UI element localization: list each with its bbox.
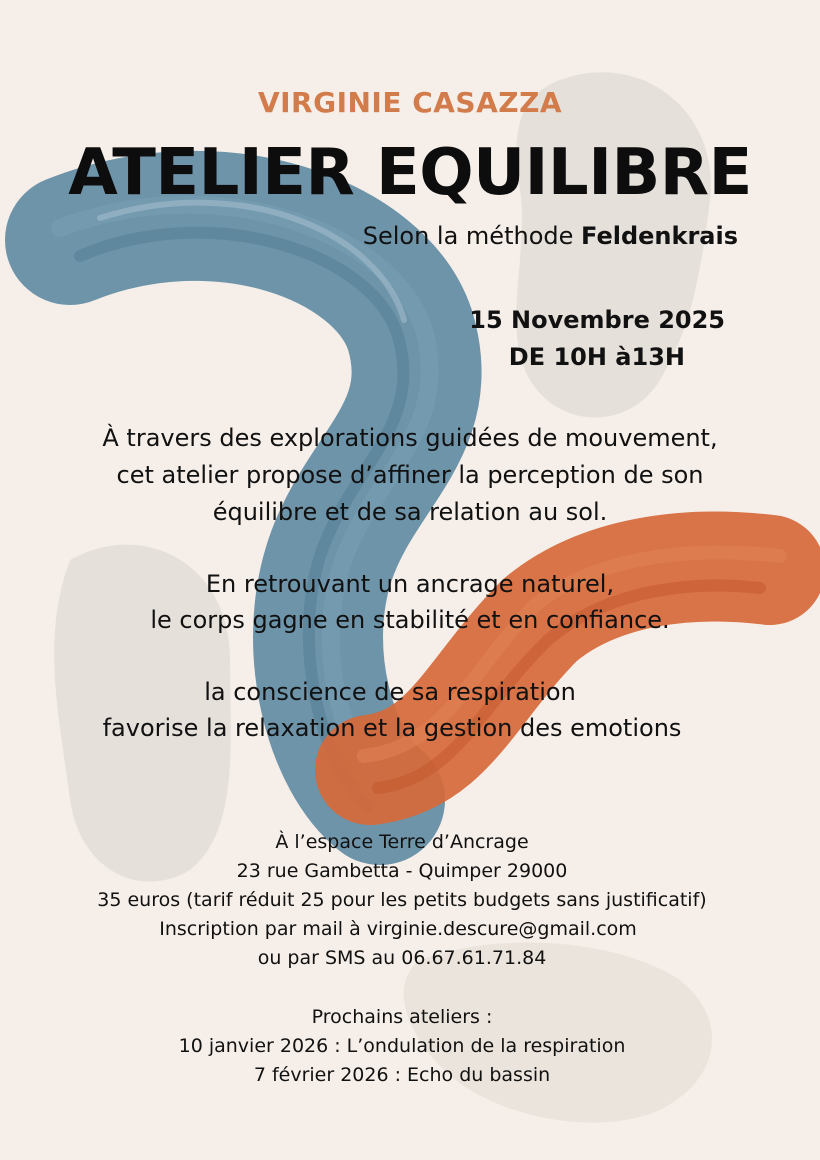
upcoming-item: 7 février 2026 : Echo du bassin [253, 1064, 551, 1086]
description-line: la conscience de sa respiration [204, 678, 576, 706]
page-title: ATELIER EQUILIBRE [68, 136, 752, 210]
email-contact: Inscription par mail à virginie.descure@gmail.com [159, 918, 637, 940]
description-line: cet atelier propose d’affiner la perception de son [116, 461, 704, 489]
subtitle-prefix: Selon la méthode [362, 222, 582, 250]
description-line: le corps gagne en stabilité et en confiance. [150, 606, 670, 634]
sms-contact: ou par SMS au 06.67.61.71.84 [257, 947, 547, 969]
description-line: favorise la relaxation et la gestion des emotions [102, 714, 682, 742]
event-hours: DE 10H à13H [508, 343, 685, 371]
venue: À l’espace Terre d’Ancrage [275, 831, 529, 853]
address: 23 rue Gambetta - Quimper 29000 [236, 860, 568, 882]
upcoming-item: 10 janvier 2026 : L’ondulation de la respiration [178, 1035, 626, 1057]
description-line: équilibre et de sa relation au sol. [212, 498, 608, 526]
description-line: En retrouvant un ancrage naturel, [205, 570, 615, 598]
upcoming-heading: Prochains ateliers : [311, 1006, 493, 1028]
subtitle [363, 222, 738, 250]
subtitle-method: Feldenkrais [581, 222, 738, 250]
event-date: 15 Novembre 2025 [469, 306, 725, 334]
price: 35 euros (tarif réduit 25 pour les petits budgets sans justificatif) [97, 889, 707, 911]
description-line: À travers des explorations guidées de mouvement, [102, 424, 718, 452]
blob-bottom-right [404, 943, 712, 1123]
author-name: VIRGINIE CASAZZA [257, 86, 563, 119]
